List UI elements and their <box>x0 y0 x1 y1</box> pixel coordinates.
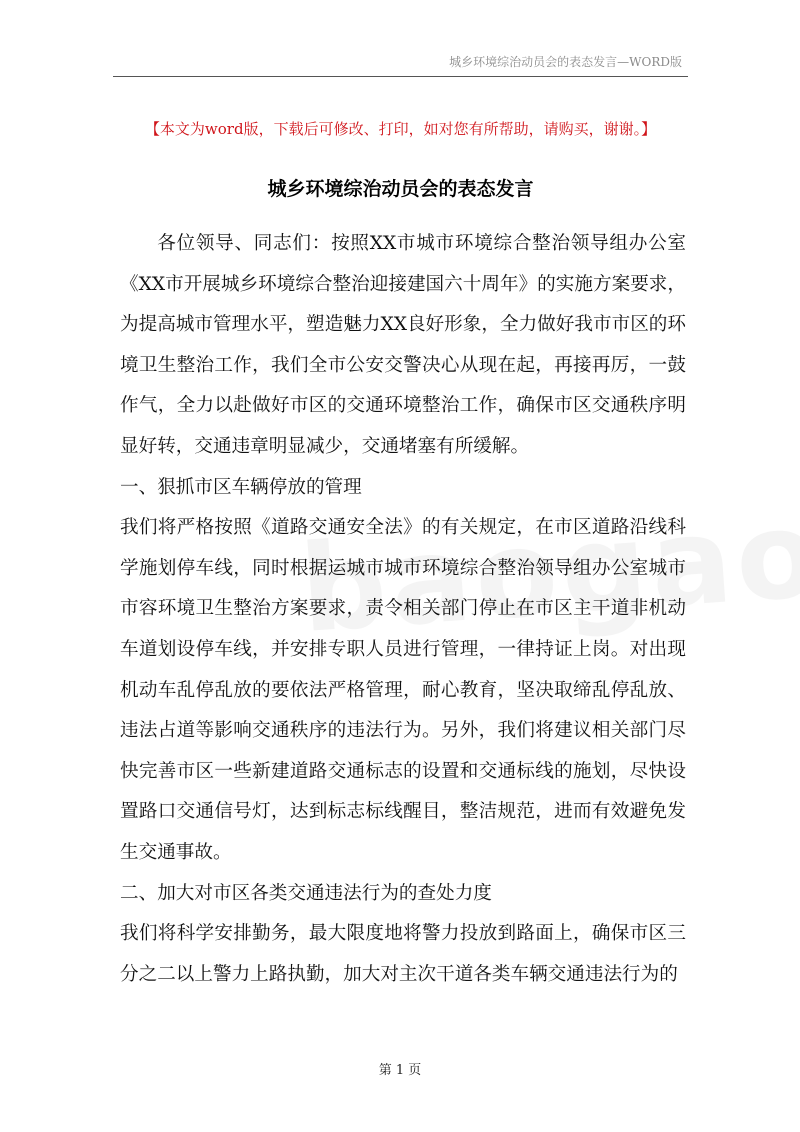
header-divider <box>113 76 688 77</box>
paragraph-section-1: 我们将严格按照《道路交通安全法》的有关规定，在市区道路沿线科学施划停车线，同时根据运城市城市环境综合整治领导组办公室城市市容环境卫生整治方案要求，责令相关部门停止在市区主干道非机动车道划设停车线，并安排专职人员进行管理，一律持证上岗。对出现机动车乱停乱放的要依法严格管理，耐心教育，坚决取缔乱停乱放、违法占道等影响交通秩序的违法行为。另外，我们将建议相关部门尽快完善市区一些新建道路交通标志的设置和交通标线的施划，尽快设置路口交通信号灯，达到标志标线醒目，整洁规范，进而有效避免发生交通事故。 <box>120 517 686 863</box>
paragraph-opening: 各位领导、同志们：按照XX市城市环境综合整治领导组办公室《XX市开展城乡环境综合整治迎接建国六十周年》的实施方案要求，为提高城市管理水平，塑造魅力XX良好形象，全力做好我市市区的环境卫生整治工作，我们全市公安交警决心从现在起，再接再厉，一鼓作气，全力以赴做好市区的交通环境整治工作，确保市区交通秩序明显好转，交通违章明显减少，交通堵塞有所缓解。 <box>120 233 686 457</box>
section-heading-1: 一、狠抓市区车辆停放的管理 <box>120 476 362 498</box>
section-heading-2: 二、加大对市区各类交通违法行为的查处力度 <box>120 882 492 904</box>
running-header: 城乡环境综治动员会的表态发言—WORD版 <box>449 55 682 69</box>
paragraph-section-2: 我们将科学安排勤务，最大限度地将警力投放到路面上，确保市区三分之二以上警力上路执勤，加大对主次干道各类车辆交通违法行为的 <box>120 923 686 985</box>
document-title: 城乡环境综治动员会的表态发言 <box>267 178 534 200</box>
purchase-notice: 【本文为word版，下载后可修改、打印，如对您有所帮助，请购买，谢谢。】 <box>144 120 657 138</box>
page-number: 第 1 页 <box>378 1063 422 1078</box>
document-body <box>120 224 686 995</box>
